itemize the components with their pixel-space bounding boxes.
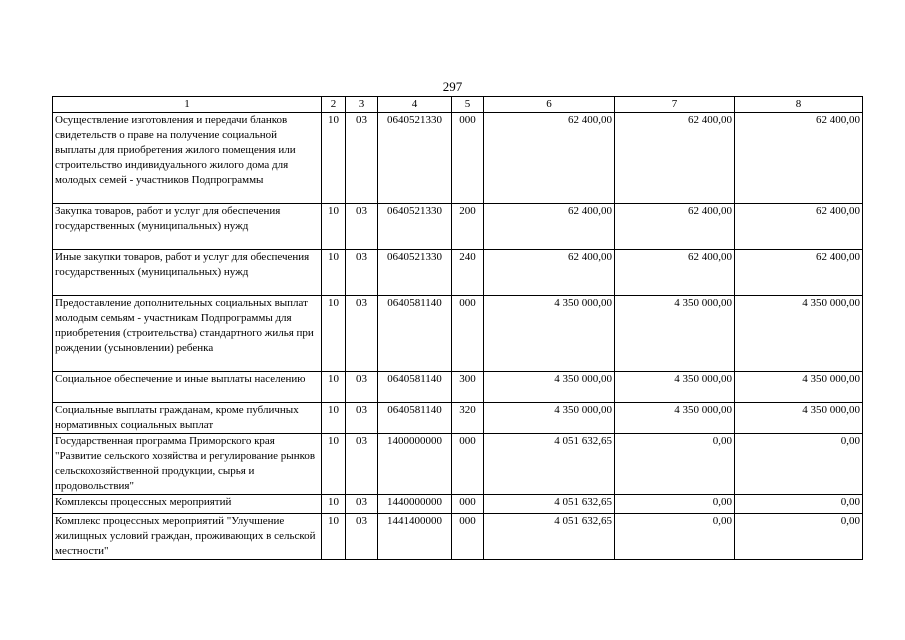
row-subsection: 03 xyxy=(346,495,378,514)
row-amount-col6: 4 350 000,00 xyxy=(484,372,615,403)
row-section: 10 xyxy=(322,403,346,434)
row-expense-type: 320 xyxy=(452,403,484,434)
row-target-article: 1400000000 xyxy=(378,434,452,495)
row-name: Предоставление дополнительных социальных выплат молодым семьям - участникам Подпрограммы для приобретения (строительства) стандартного жилья при рождении (усыновлении) ребенка xyxy=(53,296,322,372)
row-amount-col8: 4 350 000,00 xyxy=(735,372,863,403)
row-subsection: 03 xyxy=(346,113,378,204)
column-header: 4 xyxy=(378,97,452,113)
row-target-article: 0640581140 xyxy=(378,296,452,372)
row-amount-col7: 62 400,00 xyxy=(615,204,735,250)
row-amount-col6: 62 400,00 xyxy=(484,113,615,204)
row-name: Комплексы процессных мероприятий xyxy=(53,495,322,514)
table-row xyxy=(53,250,863,296)
budget-table xyxy=(52,96,863,560)
table-row xyxy=(53,113,863,204)
row-section: 10 xyxy=(322,434,346,495)
row-amount-col7: 62 400,00 xyxy=(615,250,735,296)
row-amount-col6: 62 400,00 xyxy=(484,250,615,296)
row-target-article: 1440000000 xyxy=(378,495,452,514)
row-amount-col7: 62 400,00 xyxy=(615,113,735,204)
row-section: 10 xyxy=(322,204,346,250)
table-row xyxy=(53,434,863,495)
row-subsection: 03 xyxy=(346,514,378,560)
column-header: 2 xyxy=(322,97,346,113)
row-target-article: 0640521330 xyxy=(378,113,452,204)
row-section: 10 xyxy=(322,296,346,372)
row-amount-col6: 4 350 000,00 xyxy=(484,296,615,372)
row-expense-type: 240 xyxy=(452,250,484,296)
row-target-article: 0640581140 xyxy=(378,372,452,403)
row-amount-col8: 0,00 xyxy=(735,495,863,514)
row-section: 10 xyxy=(322,495,346,514)
row-amount-col7: 0,00 xyxy=(615,434,735,495)
row-amount-col8: 62 400,00 xyxy=(735,113,863,204)
row-amount-col8: 62 400,00 xyxy=(735,204,863,250)
row-expense-type: 200 xyxy=(452,204,484,250)
row-amount-col8: 62 400,00 xyxy=(735,250,863,296)
row-amount-col6: 4 051 632,65 xyxy=(484,495,615,514)
row-amount-col8: 4 350 000,00 xyxy=(735,296,863,372)
table-row xyxy=(53,372,863,403)
row-name: Социальные выплаты гражданам, кроме публичных нормативных социальных выплат xyxy=(53,403,322,434)
row-amount-col6: 62 400,00 xyxy=(484,204,615,250)
table-row xyxy=(53,403,863,434)
row-amount-col7: 0,00 xyxy=(615,495,735,514)
row-amount-col8: 4 350 000,00 xyxy=(735,403,863,434)
row-amount-col6: 4 350 000,00 xyxy=(484,403,615,434)
row-section: 10 xyxy=(322,113,346,204)
row-amount-col8: 0,00 xyxy=(735,514,863,560)
row-expense-type: 000 xyxy=(452,514,484,560)
row-name: Социальное обеспечение и иные выплаты населению xyxy=(53,372,322,403)
page-number: 297 xyxy=(442,79,463,94)
table-row xyxy=(53,204,863,250)
row-amount-col7: 4 350 000,00 xyxy=(615,403,735,434)
row-name: Комплекс процессных мероприятий "Улучшение жилищных условий граждан, проживающих в сельской местности" xyxy=(53,514,322,560)
column-header: 1 xyxy=(53,97,322,113)
row-name: Осуществление изготовления и передачи бланков свидетельств о праве на получение социальной выплаты для приобретения жилого помещения или строительство индивидуального жилого дома для молодых семей - участников Подпрограммы xyxy=(53,113,322,204)
column-header: 6 xyxy=(484,97,615,113)
row-amount-col8: 0,00 xyxy=(735,434,863,495)
table-row xyxy=(53,296,863,372)
column-header: 3 xyxy=(346,97,378,113)
row-subsection: 03 xyxy=(346,434,378,495)
column-header: 8 xyxy=(735,97,863,113)
row-amount-col7: 0,00 xyxy=(615,514,735,560)
row-target-article: 1441400000 xyxy=(378,514,452,560)
row-subsection: 03 xyxy=(346,250,378,296)
row-subsection: 03 xyxy=(346,403,378,434)
row-expense-type: 000 xyxy=(452,495,484,514)
row-target-article: 0640581140 xyxy=(378,403,452,434)
table-row xyxy=(53,514,863,560)
row-section: 10 xyxy=(322,514,346,560)
row-target-article: 0640521330 xyxy=(378,250,452,296)
row-target-article: 0640521330 xyxy=(378,204,452,250)
row-amount-col6: 4 051 632,65 xyxy=(484,514,615,560)
row-section: 10 xyxy=(322,250,346,296)
table-header-row xyxy=(53,97,863,113)
row-expense-type: 000 xyxy=(452,296,484,372)
row-expense-type: 000 xyxy=(452,113,484,204)
row-section: 10 xyxy=(322,372,346,403)
table-row xyxy=(53,495,863,514)
row-amount-col7: 4 350 000,00 xyxy=(615,372,735,403)
row-amount-col6: 4 051 632,65 xyxy=(484,434,615,495)
row-subsection: 03 xyxy=(346,204,378,250)
row-subsection: 03 xyxy=(346,372,378,403)
row-name: Закупка товаров, работ и услуг для обеспечения государственных (муниципальных) нужд xyxy=(53,204,322,250)
column-header: 7 xyxy=(615,97,735,113)
row-name: Государственная программа Приморского края "Развитие сельского хозяйства и регулирование рынков сельскохозяйственной продукции, сырья и продовольствия" xyxy=(53,434,322,495)
row-subsection: 03 xyxy=(346,296,378,372)
column-header: 5 xyxy=(452,97,484,113)
row-amount-col7: 4 350 000,00 xyxy=(615,296,735,372)
row-expense-type: 000 xyxy=(452,434,484,495)
row-name: Иные закупки товаров, работ и услуг для обеспечения государственных (муниципальных) нужд xyxy=(53,250,322,296)
row-expense-type: 300 xyxy=(452,372,484,403)
